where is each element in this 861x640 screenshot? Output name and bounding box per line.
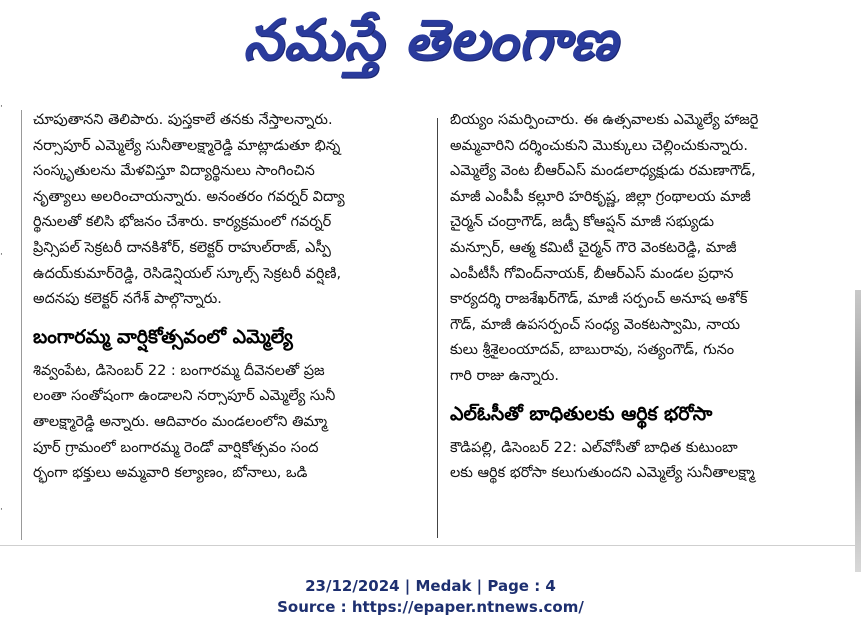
edition-info: 23/12/2024 | Medak | Page : 4 — [305, 577, 556, 595]
article-line: ఎమ్మెల్యే వెంట బీఆర్‌ఎస్ మండలాధ్యక్షుడు రమణాగౌడ్, — [450, 163, 756, 180]
article-line: ర్థినులతో కలిసి భోజనం చేశారు. కార్యక్రమంలో గవర్నర్ — [33, 214, 332, 231]
article-line: పూర్ గ్రామంలో బంగారమ్మ రెండో వార్షికోత్సవం సంద — [33, 439, 319, 456]
article-line: మాజీ ఎంపీపీ కల్లూరి హరికృష్ణ, జిల్లా గ్రంథాలయ మాజీ — [450, 188, 751, 205]
article-column-right — [450, 108, 835, 487]
article-line: కార్యదర్శి రాజశేఖర్‌గౌడ్, మాజీ సర్పంచ్ అనూష అశోక్ — [450, 291, 748, 308]
page-bottom-rule — [0, 545, 861, 546]
article-line: ర్భంగా భక్తులు అమ్మవారి కల్యాణం, బోనాలు, ఒడి — [33, 465, 308, 482]
epaper-footer — [0, 576, 861, 618]
article-line: చూపుతానని తెలిపారు. పుస్తకాలే తనకు నేస్తాలన్నారు. — [33, 112, 333, 128]
article-body-top — [33, 108, 423, 313]
article-body-bottom — [450, 436, 835, 487]
article-headline: ఎల్‌ఓసీతో బాధితులకు ఆర్థిక భరోసా — [450, 402, 713, 425]
edge-fragment: · — [0, 102, 3, 112]
article-line: ఎంపీటీసీ గోవింద్‌నాయక్, బీఆర్‌ఎస్ మండల ప్రధాన — [450, 265, 734, 282]
article-line: మన్సూర్, ఆత్మ కమిటీ చైర్మన్ గౌరె వెంకటరెడ్డి, మాజీ — [450, 239, 737, 256]
article-line: గౌడ్, మాజీ ఉపసర్పంచ్ సంధ్య వెంకటస్వామి, నాయ — [450, 316, 740, 333]
article-line: తాలక్ష్మారెడ్డి అన్నారు. ఆదివారం మండలంలోని తిమ్మా — [33, 413, 328, 430]
article-line: ప్రిన్సిపల్ సెక్రటరీ దానకిశోర్, కలెక్టర్ రాహుల్‌రాజ్, ఎస్పీ — [33, 239, 331, 256]
article-line: చైర్మన్ చంద్రాగౌడ్, జడ్పీ కోఆప్షన్ మాజీ సభ్యుడు — [450, 214, 714, 231]
edge-fragment: · — [0, 250, 3, 260]
article-line: సంస్కృతులను మేళవిస్తూ విద్యార్థినులు సాంగించిన — [33, 163, 315, 180]
article-line: గారి రాజు ఉన్నారు. — [450, 367, 559, 384]
article-line: కౌడిపల్లి, డిసెంబర్ 22: ఎల్‌వోసీతో బాధిత కుటుంబా — [450, 439, 738, 456]
edge-fragment: · — [0, 505, 3, 515]
right-edge-neighbor-column — [851, 100, 861, 540]
neighbor-photo-fragment — [855, 290, 861, 572]
article-line: లకు ఆర్థిక భరోసా కలుగుతుందని ఎమ్మెల్యే సునీతాలక్ష్మా — [450, 465, 755, 482]
newspaper-logo-title: నమస్తే తెలంగాణ — [243, 8, 618, 73]
article-line: లంతా సంతోషంగా ఉండాలని నర్సాపూర్ ఎమ్మెల్యే సునీ — [33, 388, 336, 405]
article-line: బియ్యం సమర్పించారు. ఈ ఉత్సవాలకు ఎమ్మెల్యే హాజరై — [450, 112, 759, 128]
column-rule-left — [21, 110, 22, 540]
masthead — [0, 0, 861, 86]
article-line: నర్సాపూర్ ఎమ్మెల్యే సునీతాలక్ష్మారెడ్డి మాట్లాడుతూ భిన్న — [33, 137, 341, 154]
article-body-bottom — [33, 359, 423, 487]
source-link[interactable]: Source : https://epaper.ntnews.com/ — [277, 598, 584, 616]
article-headline: బంగారమ్మ వార్షికోత్సవంలో ఎమ్మెల్యే — [33, 325, 293, 348]
article-line: ఉదయ్‌కుమార్‌రెడ్డి, రెసిడెన్షియల్ స్కూల్స్ సెక్రటరీ వర్షిణి, — [33, 265, 342, 282]
article-line: అమ్మవారిని దర్శించుకుని మొక్కులు చెల్లించుకున్నారు. — [450, 137, 748, 154]
column-rule-center — [437, 118, 438, 538]
article-line: శివ్వంపేట, డిసెంబర్ 22 : బంగారమ్మ దీవెనలతో ప్రజ — [33, 362, 325, 379]
article-body-top — [450, 108, 835, 390]
article-line: నృత్యాలు అలరించాయన్నారు. అనంతరం గవర్నర్ విద్యా — [33, 188, 345, 205]
article-column-left — [33, 108, 423, 487]
left-edge-neighbor-column — [0, 100, 8, 540]
article-line: కులు శ్రీశైలంయాదవ్, బాబురావు, సత్యంగౌడ్, గునం — [450, 342, 735, 359]
article-line: అదనపు కలెక్టర్ నగేశ్ పాల్గొన్నారు. — [33, 291, 222, 308]
